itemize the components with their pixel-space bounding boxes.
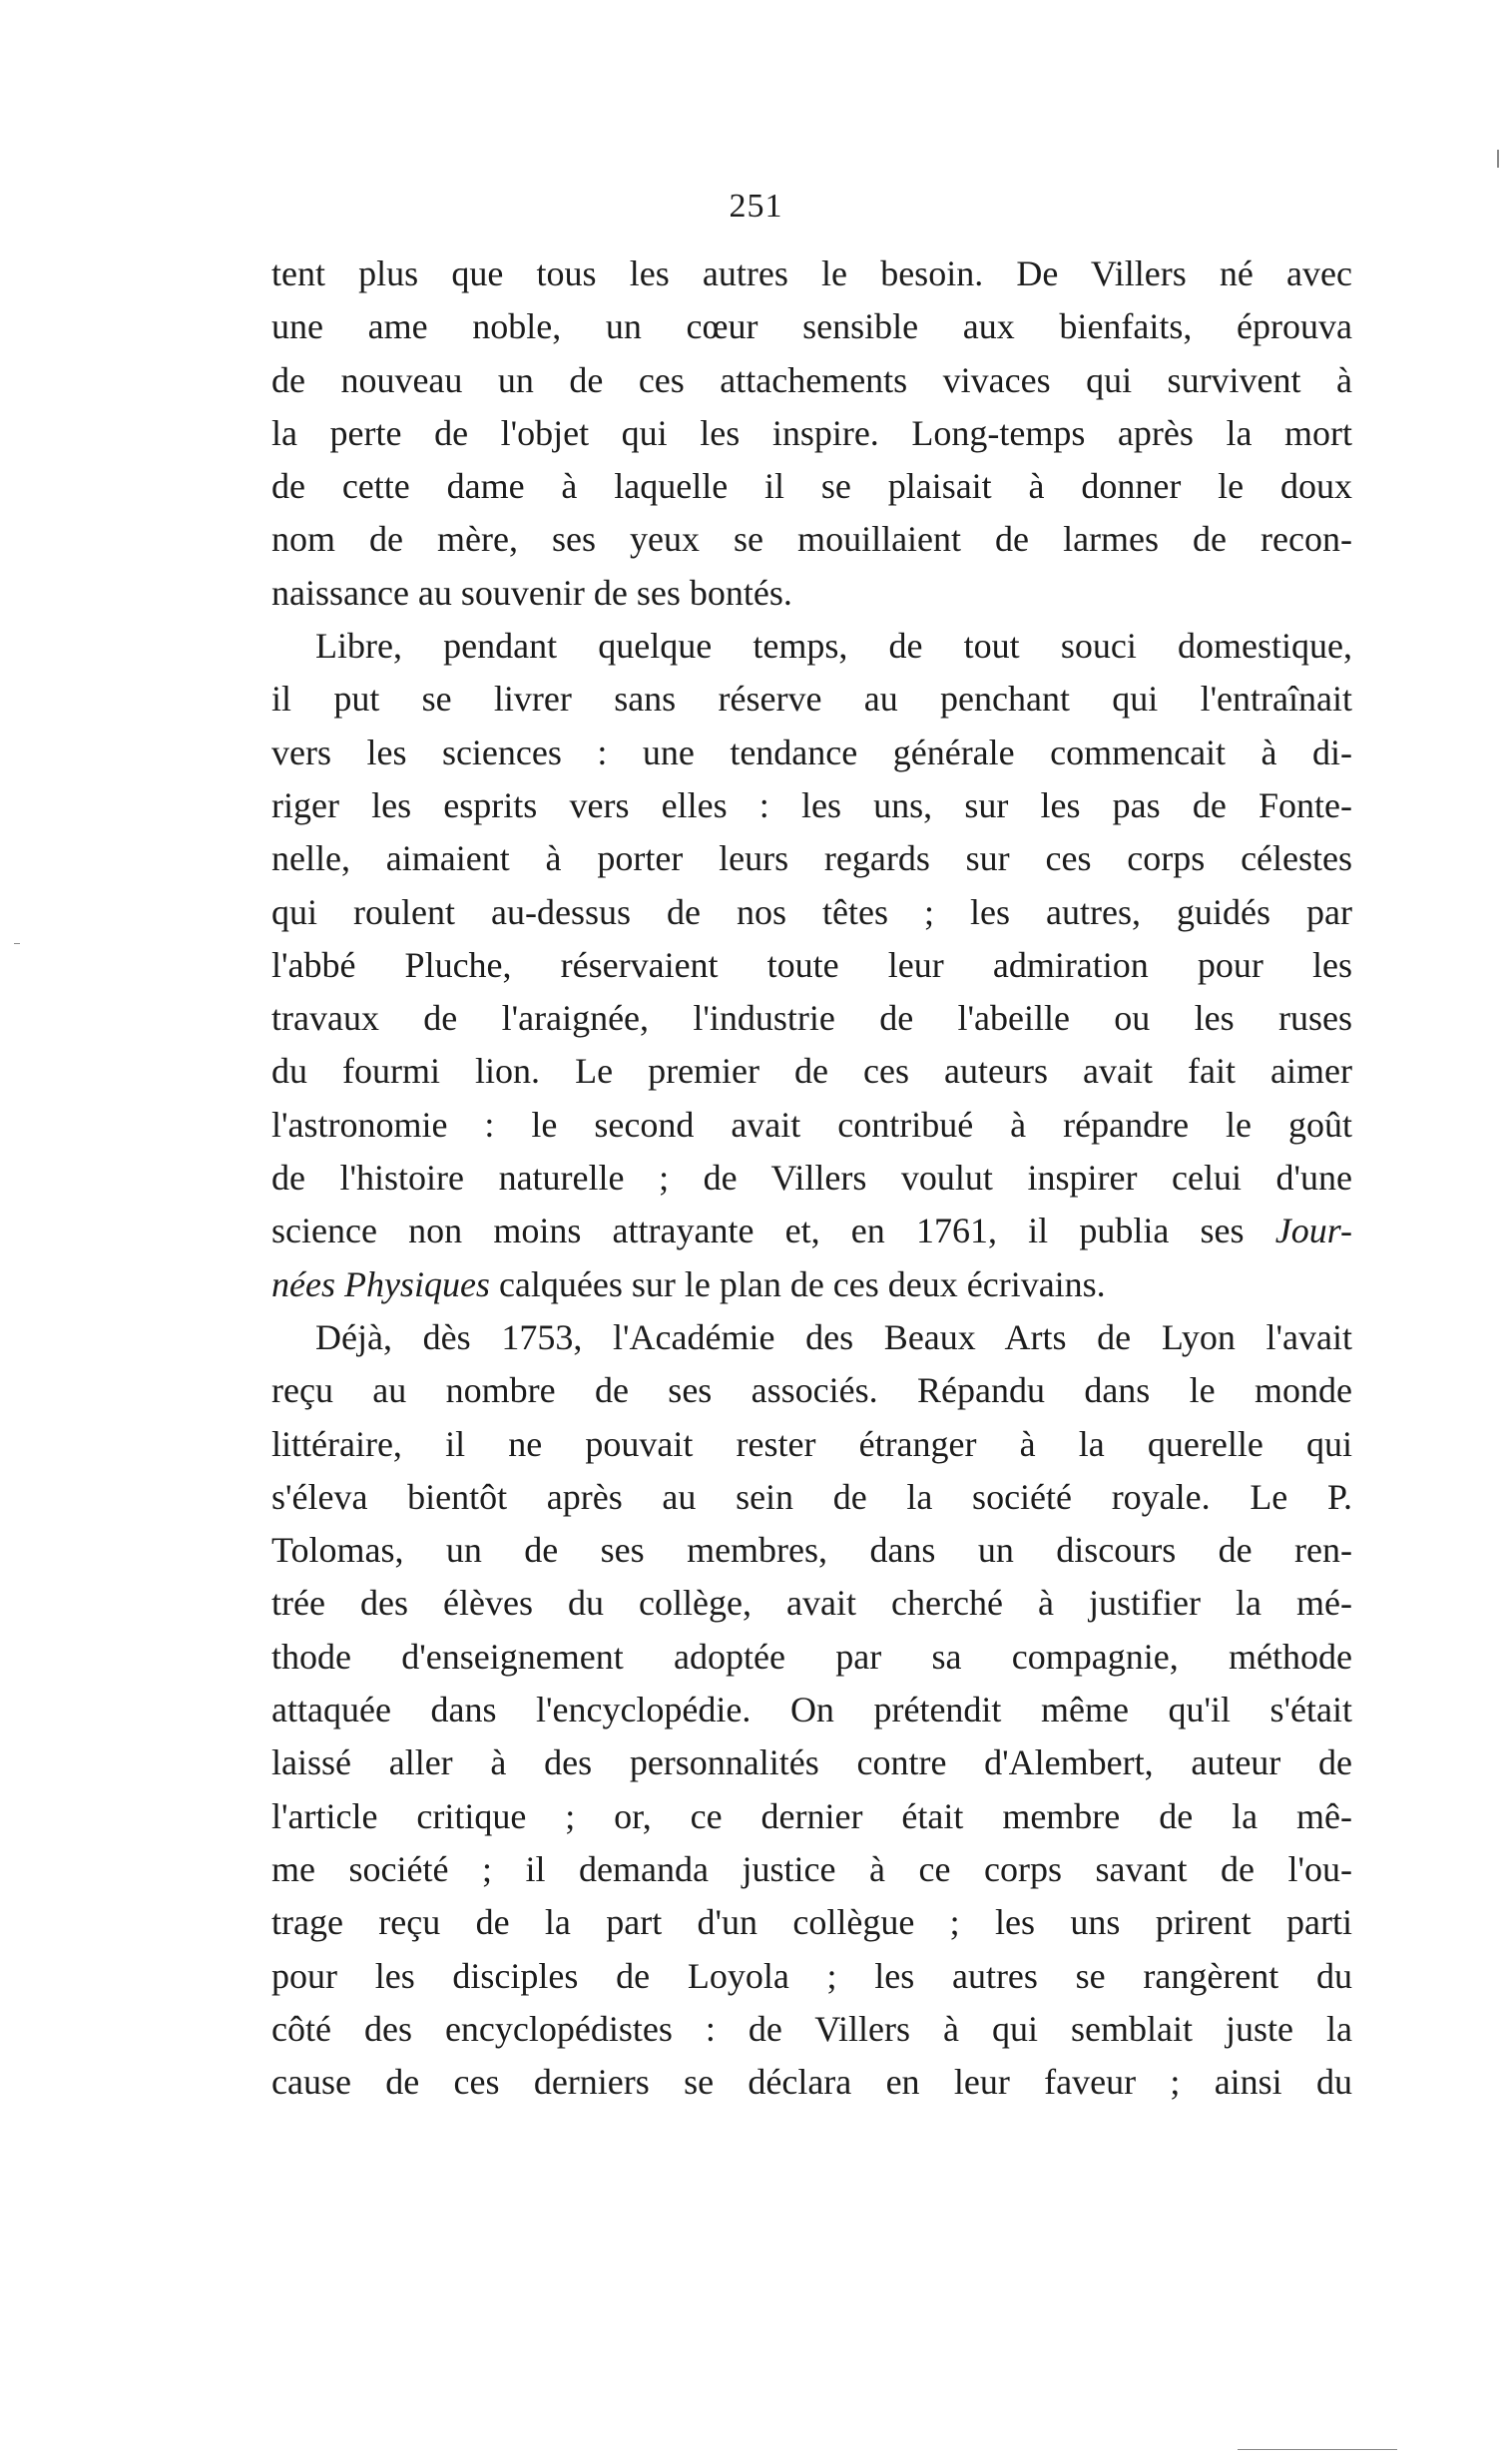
italic-title: Jour- xyxy=(1274,1211,1353,1251)
text-line: côté des encyclopédistes : de Villers à qui semblait juste la xyxy=(271,2008,1352,2049)
text-line: s'éleva bientôt après au sein de la société royale. Le P. xyxy=(271,1476,1352,1517)
text-line: qui roulent au-dessus de nos têtes ; les autres, guidés par xyxy=(271,891,1352,932)
text-line: cause de ces derniers se déclara en leur faveur ; ainsi du xyxy=(271,2062,1352,2103)
text-line: littéraire, il ne pouvait rester étranger à la querelle qui xyxy=(271,1423,1352,1464)
text-line: de l'histoire naturelle ; de Villers voulut inspirer celui d'une xyxy=(271,1158,1352,1199)
text-line: pour les disciples de Loyola ; les autres se rangèrent du xyxy=(271,1955,1352,1996)
text-line: vers les sciences : une tendance générale commencait à di- xyxy=(271,732,1352,772)
body-text xyxy=(271,247,1352,2109)
text-line: naissance au souvenir de ses bontés. xyxy=(271,572,792,613)
text-line: l'article critique ; or, ce dernier était membre de la mê- xyxy=(271,1795,1352,1836)
text-line: Libre, pendant quelque temps, de tout souci domestique, xyxy=(315,626,1352,667)
text-line xyxy=(271,1258,1352,1311)
text-line: tent plus que tous les autres le besoin. De Villers né avec xyxy=(271,253,1352,293)
text-line: laissé aller à des personnalités contre d'Alembert, auteur de xyxy=(271,1742,1352,1783)
text-line: du fourmi lion. Le premier de ces auteurs avait fait aimer xyxy=(271,1051,1352,1092)
scan-mark-bottom xyxy=(1238,2449,1397,2450)
text-line: nom de mère, ses yeux se mouillaient de larmes de recon- xyxy=(271,519,1352,560)
text-line: une ame noble, un cœur sensible aux bienfaits, éprouva xyxy=(271,306,1352,347)
text-line: travaux de l'araignée, l'industrie de l'abeille ou les ruses xyxy=(271,998,1352,1039)
text-line: il put se livrer sans réserve au penchant qui l'entraînait xyxy=(271,679,1352,720)
text-line: de cette dame à laquelle il se plaisait à donner le doux xyxy=(271,466,1352,507)
text-line: la perte de l'objet qui les inspire. Long-temps après la mort xyxy=(271,412,1352,453)
page-number: 251 xyxy=(729,188,783,225)
scan-mark-right xyxy=(1497,150,1499,168)
text-line: trage reçu de la part d'un collègue ; les uns prirent parti xyxy=(271,1902,1352,1943)
text-line: l'abbé Pluche, réservaient toute leur admiration pour les xyxy=(271,944,1352,985)
text-line: l'astronomie : le second avait contribué à répandre le goût xyxy=(271,1104,1352,1145)
text-segment: calquées sur le plan de ces deux écrivains. xyxy=(498,1263,1106,1304)
text-line: nelle, aimaient à porter leurs regards sur ces corps célestes xyxy=(271,838,1352,879)
text-line: thode d'enseignement adoptée par sa compagnie, méthode xyxy=(271,1636,1352,1677)
text-line xyxy=(271,1205,1352,1257)
scan-mark-left xyxy=(14,943,20,944)
text-line: trée des élèves du collège, avait cherché à justifier la mé- xyxy=(271,1583,1352,1624)
text-segment: science non moins attrayante et, en 1761, il publia ses xyxy=(271,1211,1245,1251)
text-line: riger les esprits vers elles : les uns, sur les pas de Fonte- xyxy=(271,784,1352,825)
text-line: attaquée dans l'encyclopédie. On prétendit même qu'il s'était xyxy=(271,1690,1352,1730)
text-line: de nouveau un de ces attachements vivaces qui survivent à xyxy=(271,359,1352,400)
text-line: Tolomas, un de ses membres, dans un discours de ren- xyxy=(271,1530,1352,1571)
text-line: me société ; il demanda justice à ce corps savant de l'ou- xyxy=(271,1848,1352,1889)
italic-title: nées Physiques xyxy=(271,1263,490,1304)
text-line: Déjà, dès 1753, l'Académie des Beaux Arts de Lyon l'avait xyxy=(315,1316,1352,1357)
text-line: reçu au nombre de ses associés. Répandu dans le monde xyxy=(271,1370,1352,1411)
